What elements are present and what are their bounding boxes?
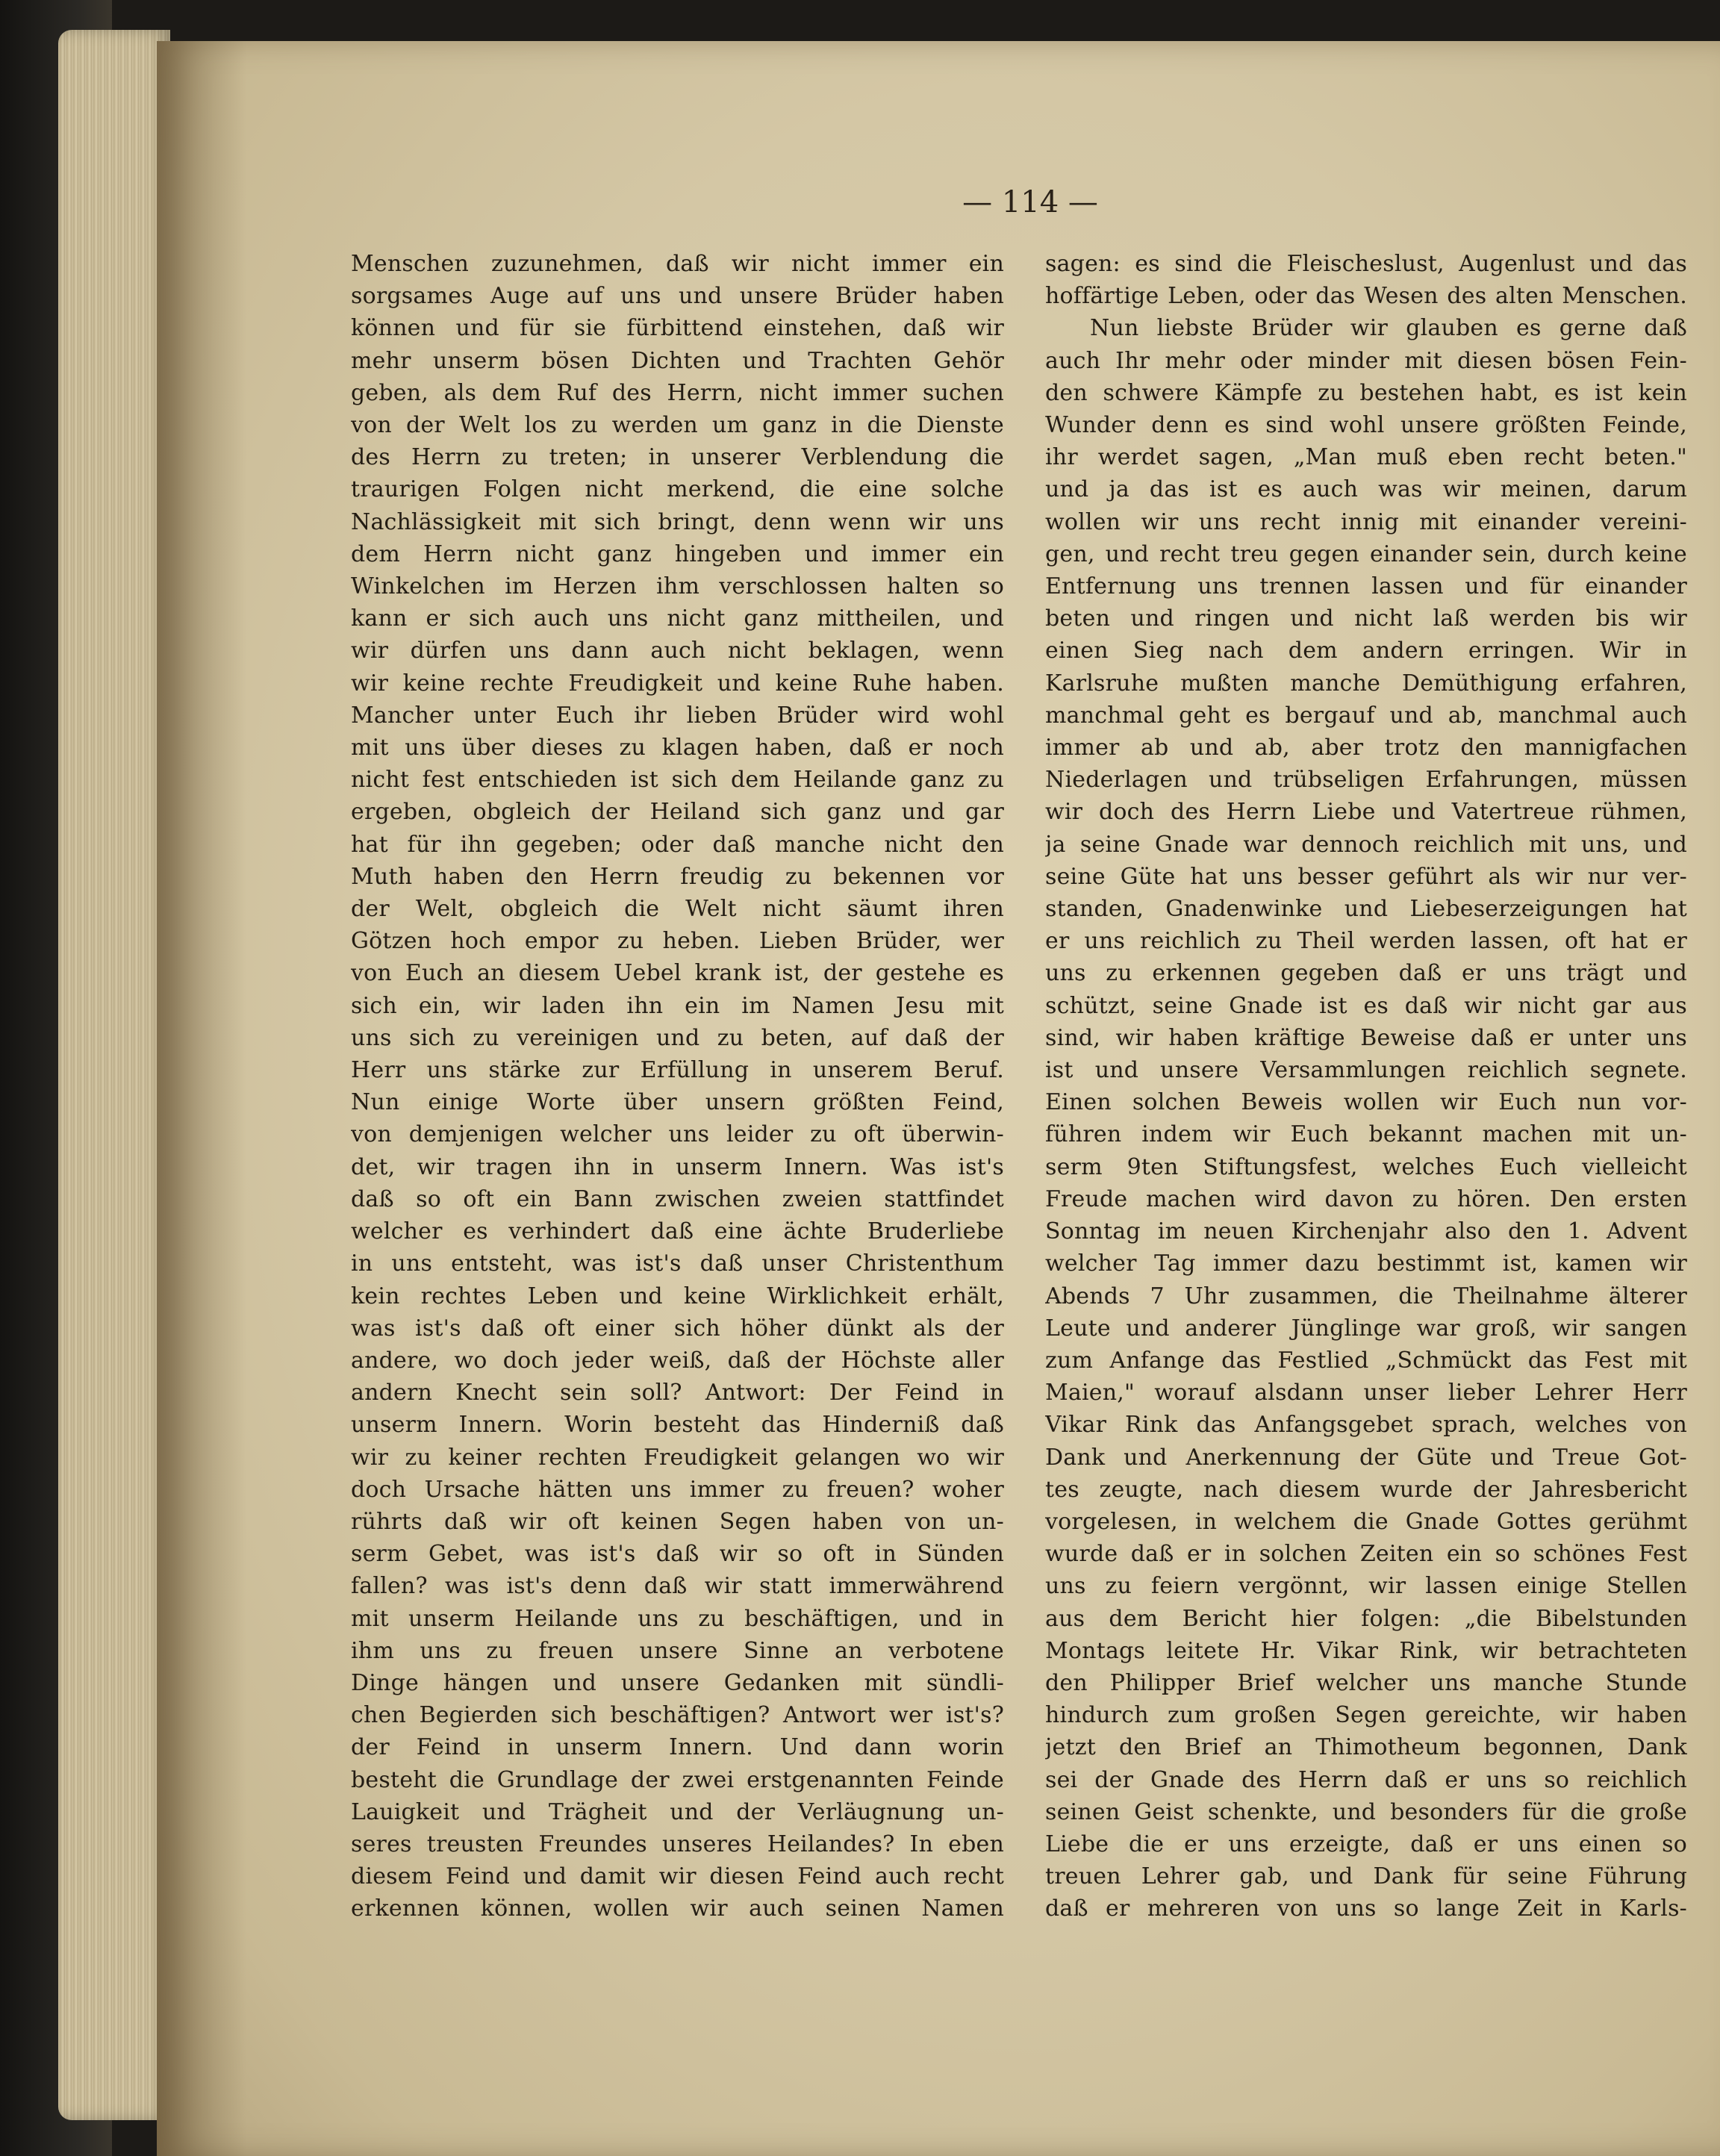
text-line: wir doch des Herrn Liebe und Vatertreue rühmen, <box>1045 799 1687 826</box>
text-line: den Philipper Brief welcher uns manche Stunde <box>1045 1669 1687 1696</box>
text-line: unserm Innern. Worin besteht das Hinderniß daß <box>351 1412 1004 1439</box>
text-line: manchmal geht es bergauf und ab, manchmal auch <box>1045 702 1687 729</box>
text-line: welcher Tag immer dazu bestimmt ist, kamen wir <box>1045 1250 1687 1277</box>
text-line: dem Herrn nicht ganz hingeben und immer ein <box>351 540 1004 567</box>
text-line: mehr unserm bösen Dichten und Trachten Gehör <box>351 347 1004 374</box>
text-line: Nachlässigkeit mit sich bringt, denn wenn wir uns <box>351 508 1004 535</box>
text-line: uns zu feiern vergönnt, wir lassen einige Stellen <box>1045 1573 1687 1600</box>
text-line: standen, Gnadenwinke und Liebeserzeigungen hat <box>1045 896 1687 923</box>
text-line: rührts daß wir oft keinen Segen haben von un- <box>351 1508 1004 1535</box>
text-line: seine Güte hat uns besser geführt als wir nur ver- <box>1045 863 1687 890</box>
text-line: seres treusten Freundes unseres Heilandes? In eben <box>351 1831 1004 1857</box>
text-line: Wunder denn es sind wohl unsere größten Feinde, <box>1045 412 1687 439</box>
text-line: Dinge hängen und unsere Gedanken mit sündli- <box>351 1669 1004 1696</box>
text-line: sagen: es sind die Fleischeslust, Augenlust und das <box>1045 251 1687 277</box>
text-line: serm Gebet, was ist's daß wir so oft in Sünden <box>351 1541 1004 1568</box>
text-line: Nun einige Worte über unsern größten Feind, <box>351 1089 1004 1116</box>
text-line: Entfernung uns trennen lassen und für einander <box>1045 573 1687 600</box>
text-line: tes zeugte, nach diesem wurde der Jahresbericht <box>1045 1476 1687 1503</box>
text-line: Niederlagen und trübseligen Erfahrungen, müssen <box>1045 767 1687 794</box>
text-line: welcher es verhindert daß eine ächte Bruderliebe <box>351 1218 1004 1245</box>
page-number: — 114 — <box>962 185 1098 219</box>
text-line: Liebe die er uns erzeigte, daß er uns einen so <box>1045 1831 1687 1857</box>
text-line: immer ab und ab, aber trotz den mannigfachen <box>1045 735 1687 761</box>
text-line: Dank und Anerkennung der Güte und Treue Got- <box>1045 1444 1687 1471</box>
text-line: hindurch zum großen Segen gereichte, wir haben <box>1045 1702 1687 1729</box>
text-line: er uns reichlich zu Theil werden lassen, oft hat er <box>1045 928 1687 955</box>
text-line: den schwere Kämpfe zu bestehen habt, es ist kein <box>1045 379 1687 406</box>
text-line: wir keine rechte Freudigkeit und keine Ruhe haben. <box>351 670 1004 697</box>
text-line: Montags leitete Hr. Vikar Rink, wir betrachteten <box>1045 1637 1687 1664</box>
text-line: erkennen können, wollen wir auch seinen Namen <box>351 1895 1004 1922</box>
text-line: von demjenigen welcher uns leider zu oft überwin- <box>351 1121 1004 1148</box>
text-line: des Herrn zu treten; in unserer Verblendung die <box>351 444 1004 471</box>
text-line: von der Welt los zu werden um ganz in die Dienste <box>351 412 1004 439</box>
text-line: Mancher unter Euch ihr lieben Brüder wird wohl <box>351 702 1004 729</box>
text-line: was ist's daß oft einer sich höher dünkt als der <box>351 1315 1004 1342</box>
page-edges <box>58 30 170 2120</box>
text-line: schützt, seine Gnade ist es daß wir nicht gar aus <box>1045 992 1687 1019</box>
text-line: vorgelesen, in welchem die Gnade Gottes gerühmt <box>1045 1508 1687 1535</box>
text-line: wir dürfen uns dann auch nicht beklagen, wenn <box>351 638 1004 664</box>
text-line: kein rechtes Leben und keine Wirklichkeit erhält, <box>351 1283 1004 1309</box>
text-line: und ja das ist es auch was wir meinen, darum <box>1045 476 1687 503</box>
text-line: treuen Lehrer gab, und Dank für seine Führung <box>1045 1863 1687 1890</box>
text-line: Muth haben den Herrn freudig zu bekennen vor <box>351 863 1004 890</box>
text-line: mit unserm Heilande uns zu beschäftigen, und in <box>351 1605 1004 1632</box>
text-line: Winkelchen im Herzen ihm verschlossen halten so <box>351 573 1004 600</box>
text-line: sich ein, wir laden ihn ein im Namen Jesu mit <box>351 992 1004 1019</box>
text-line: sorgsames Auge auf uns und unsere Brüder haben <box>351 283 1004 310</box>
text-line: wir zu keiner rechten Freudigkeit gelangen wo wir <box>351 1444 1004 1471</box>
text-line: sei der Gnade des Herrn daß er uns so reichlich <box>1045 1766 1687 1793</box>
text-line: hat für ihn gegeben; oder daß manche nicht den <box>351 831 1004 858</box>
text-line: wurde daß er in solchen Zeiten ein so schönes Fest <box>1045 1541 1687 1568</box>
text-line: von Euch an diesem Uebel krank ist, der gestehe es <box>351 960 1004 987</box>
text-line: nicht fest entschieden ist sich dem Heilande ganz zu <box>351 767 1004 794</box>
text-line: führen indem wir Euch bekannt machen mit un- <box>1045 1121 1687 1148</box>
text-line: daß er mehreren von uns so lange Zeit in Karls- <box>1045 1895 1687 1922</box>
right-text-column <box>1045 248 1687 1925</box>
spine-shadow <box>157 41 246 2156</box>
text-line: andern Knecht sein soll? Antwort: Der Feind in <box>351 1380 1004 1406</box>
text-line: Einen solchen Beweis wollen wir Euch nun vor- <box>1045 1089 1687 1116</box>
text-line: ist und unsere Versammlungen reichlich segnete. <box>1045 1057 1687 1084</box>
text-line: in uns entsteht, was ist's daß unser Christenthum <box>351 1250 1004 1277</box>
text-line: einen Sieg nach dem andern erringen. Wir in <box>1045 638 1687 664</box>
text-line: fallen? was ist's denn daß wir statt immerwährend <box>351 1573 1004 1600</box>
text-line: Nun liebste Brüder wir glauben es gerne daß <box>1090 315 1687 342</box>
text-line: auch Ihr mehr oder minder mit diesen bösen Fein- <box>1045 347 1687 374</box>
text-line: ihm uns zu freuen unsere Sinne an verbotene <box>351 1637 1004 1664</box>
text-line: diesem Feind und damit wir diesen Feind auch recht <box>351 1863 1004 1890</box>
text-line: Abends 7 Uhr zusammen, die Theilnahme älterer <box>1045 1283 1687 1309</box>
text-line: aus dem Bericht hier folgen: „die Bibelstunden <box>1045 1605 1687 1632</box>
text-line: zum Anfange das Festlied „Schmückt das Fest mit <box>1045 1347 1687 1374</box>
text-line: seinen Geist schenkte, und besonders für die große <box>1045 1798 1687 1825</box>
text-line: besteht die Grundlage der zwei erstgenannten Feinde <box>351 1766 1004 1793</box>
text-line: uns sich zu vereinigen und zu beten, auf daß der <box>351 1024 1004 1051</box>
text-line: der Welt, obgleich die Welt nicht säumt ihren <box>351 896 1004 923</box>
text-line: Menschen zuzunehmen, daß wir nicht immer ein <box>351 251 1004 277</box>
text-line: andere, wo doch jeder weiß, daß der Höchste aller <box>351 1347 1004 1374</box>
text-line: beten und ringen und nicht laß werden bis wir <box>1045 605 1687 632</box>
text-line: der Feind in unserm Innern. Und dann worin <box>351 1734 1004 1761</box>
text-line: geben, als dem Ruf des Herrn, nicht immer suchen <box>351 379 1004 406</box>
text-line: wollen wir uns recht innig mit einander vereini- <box>1045 508 1687 535</box>
text-line: traurigen Folgen nicht merkend, die eine solche <box>351 476 1004 503</box>
text-line: doch Ursache hätten uns immer zu freuen? woher <box>351 1476 1004 1503</box>
text-line: Vikar Rink das Anfangsgebet sprach, welches von <box>1045 1412 1687 1439</box>
text-line: ergeben, obgleich der Heiland sich ganz und gar <box>351 799 1004 826</box>
left-text-column <box>351 248 1004 1925</box>
text-line: ja seine Gnade war dennoch reichlich mit uns, und <box>1045 831 1687 858</box>
text-line: gen, und recht treu gegen einander sein, durch keine <box>1045 540 1687 567</box>
text-line: hoffärtige Leben, oder das Wesen des alten Menschen. <box>1045 283 1687 310</box>
text-line: ihr werdet sagen, „Man muß eben recht beten." <box>1045 444 1687 471</box>
text-line: sind, wir haben kräftige Beweise daß er unter uns <box>1045 1024 1687 1051</box>
text-line: Götzen hoch empor zu heben. Lieben Brüder, wer <box>351 928 1004 955</box>
text-line: Sonntag im neuen Kirchenjahr also den 1. Advent <box>1045 1218 1687 1245</box>
text-line: uns zu erkennen gegeben daß er uns trägt und <box>1045 960 1687 987</box>
text-line: Freude machen wird davon zu hören. Den ersten <box>1045 1186 1687 1212</box>
text-line: Karlsruhe mußten manche Demüthigung erfahren, <box>1045 670 1687 697</box>
text-line: daß so oft ein Bann zwischen zweien stattfindet <box>351 1186 1004 1212</box>
text-line: chen Begierden sich beschäftigen? Antwort wer ist's? <box>351 1702 1004 1729</box>
text-line: det, wir tragen ihn in unserm Innern. Was ist's <box>351 1153 1004 1180</box>
text-line: serm 9ten Stiftungsfest, welches Euch vielleicht <box>1045 1153 1687 1180</box>
text-line: Maien," worauf alsdann unser lieber Lehrer Herr <box>1045 1380 1687 1406</box>
text-line: mit uns über dieses zu klagen haben, daß er noch <box>351 735 1004 761</box>
text-line: kann er sich auch uns nicht ganz mittheilen, und <box>351 605 1004 632</box>
text-line: Leute und anderer Jünglinge war groß, wir sangen <box>1045 1315 1687 1342</box>
text-line: können und für sie fürbittend einstehen, daß wir <box>351 315 1004 342</box>
text-line: jetzt den Brief an Thimotheum begonnen, Dank <box>1045 1734 1687 1761</box>
text-line: Herr uns stärke zur Erfüllung in unserem Beruf. <box>351 1057 1004 1084</box>
text-line: Lauigkeit und Trägheit und der Verläugnung un- <box>351 1798 1004 1825</box>
